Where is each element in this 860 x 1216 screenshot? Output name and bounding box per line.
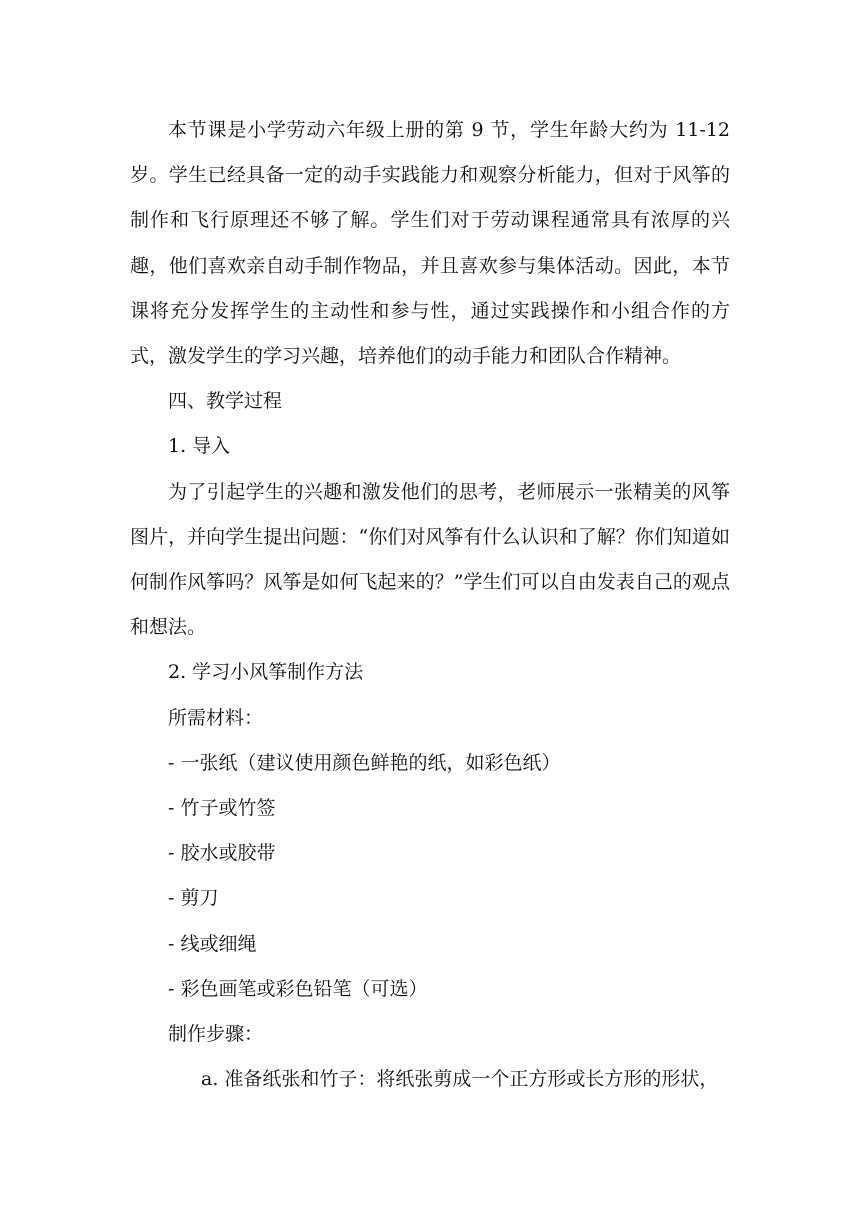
paragraph-introduction: 为了引起学生的兴趣和激发他们的思考，老师展示一张精美的风筝图片，并向学生提出问题：“你们对风筝有什么认识和了解？你们知道如何制作风筝吗？风筝是如何飞起来的？”学生们可以自由发表自己的观点和想法。 — [130, 480, 730, 639]
step-item-a: a. 准备纸张和竹子：将纸张剪成一个正方形或长方形的形状， — [201, 1068, 719, 1091]
paragraph-student-analysis: 本节课是小学劳动六年级上册的第 9 节，学生年龄大约为 11-12 岁。学生已经具备一定的动手实践能力和观察分析能力，但对于风筝的制作和飞行原理还不够了解。学生们对于劳动课程通常具有浓厚的兴趣，他们喜欢亲自动手制作物品，并且喜欢参与集体活动。因此，本节课将充分发挥学生的主动性和参与性，通过实践操作和小组合作的方式，激发学生的学习兴趣，培养他们的动手能力和团队合作精神。 — [130, 119, 730, 368]
materials-label: 所需材料： — [168, 706, 264, 729]
material-item-scissors: - 剪刀 — [168, 887, 219, 910]
steps-label: 制作步骤： — [168, 1023, 264, 1046]
material-item-paper: - 一张纸（建议使用颜色鲜艳的纸，如彩色纸） — [168, 751, 561, 774]
material-item-bamboo: - 竹子或竹签 — [168, 797, 276, 820]
material-item-glue: - 胶水或胶带 — [168, 842, 276, 865]
heading-teaching-process: 四、教学过程 — [168, 390, 283, 413]
material-item-pens: - 彩色画笔或彩色铅笔（可选） — [168, 977, 428, 1000]
heading-introduction: 1. 导入 — [168, 435, 231, 458]
heading-kite-making-method: 2. 学习小风筝制作方法 — [168, 661, 364, 684]
material-item-string: - 线或细绳 — [168, 932, 257, 955]
document-body — [130, 108, 730, 1102]
